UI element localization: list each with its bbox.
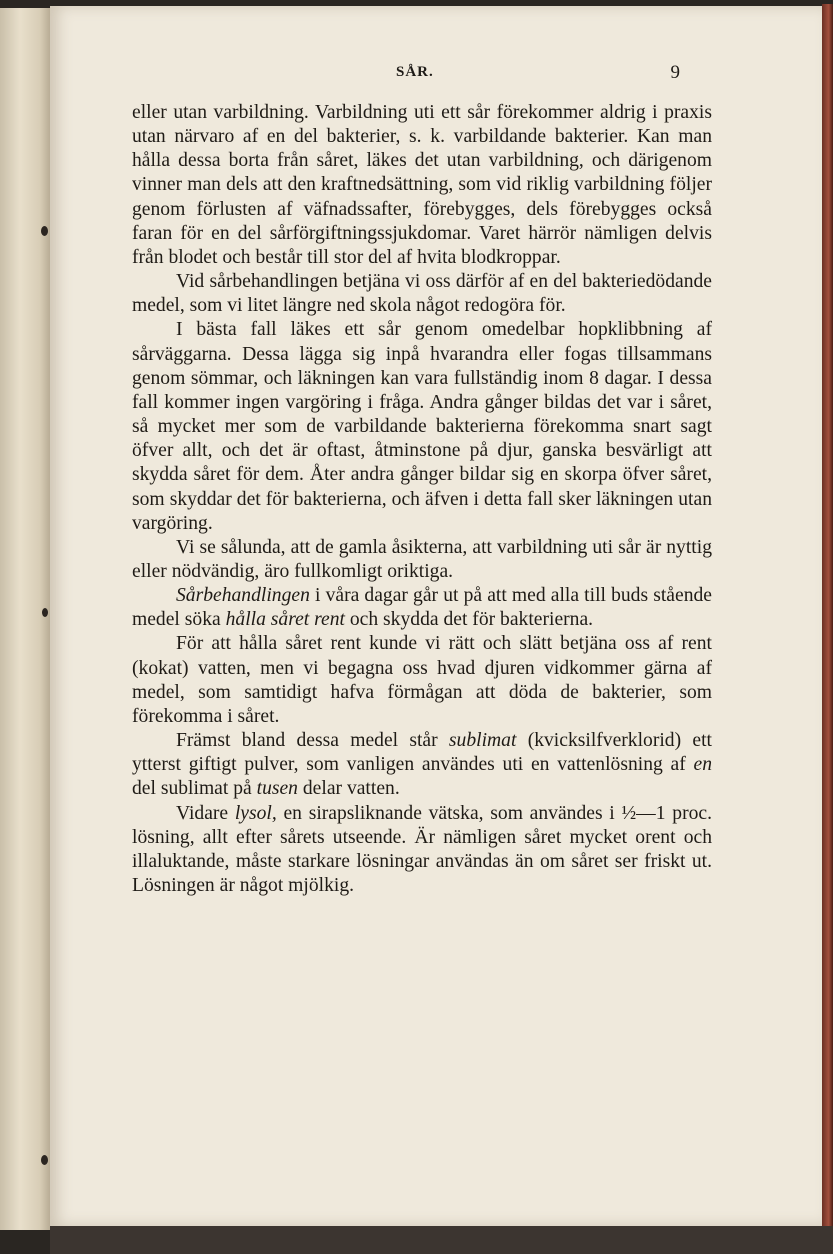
emphasis: Sårbehandlingen (176, 585, 310, 607)
paragraph: Vi se sålunda, att de gamla åsikterna, att varbildning uti sår är nyttig eller nödvändig, äro fullkomligt oriktiga. (132, 536, 712, 582)
paragraph (132, 584, 712, 632)
emphasis: en (693, 754, 712, 776)
paragraph: Vid sårbehandlingen betjäna vi oss därför af en del bakteriedödande medel, som vi litet längre ned skola något redogöra för. (132, 271, 712, 317)
text-run: del sublimat på (132, 778, 257, 800)
text-run: (kvicksilfverklorid) ett ytterst giftigt pulver, som vanligen användes uti en vattenlösning af (132, 730, 712, 776)
binding-dot (41, 226, 48, 236)
text-run: i våra dagar går ut på att med alla till buds stående medel söka (132, 585, 712, 631)
text-run: delar vatten. (297, 778, 400, 800)
text-run: Främst bland dessa medel står (176, 730, 449, 752)
page-header (50, 62, 822, 86)
paragraph (132, 729, 712, 801)
page-number: 9 (670, 62, 680, 83)
paragraph: För att hålla såret rent kunde vi rätt och slätt betjäna oss af rent (kokat) vatten, men vi begagna oss hvad djuren vidkommer gärna af medel, som samtidigt hafva förmågan att döda de bakterier, som förekomma i såret. (132, 633, 712, 727)
text-run: en sirapsliknande vätska, som användes i ½—1 proc. lösning, allt efter sårets utseende. Är nämligen såret mycket orent och illaluktande, måste starkare lösningar användas än om såret ser friskt ut. Lösningen är något mjölkig. (132, 802, 713, 896)
emphasis: lysol, (234, 802, 277, 824)
page-body (132, 101, 712, 898)
binding-dot (42, 608, 48, 617)
paragraph: I bästa fall läkes ett sår genom omedelbar hopklibbning af sårväggarna. Dessa lägga sig inpå hvarandra eller fogas tillsammans genom sömmar, och läkningen kan vara fullständig inom 8 dagar. I dessa fall kommer ingen vargöring i fråga. Andra gånger bildas det var i såret, så mycket mer som de varbildande bakterierna förekomma snart sagt öfver allt, och det är oftast, åtminstone på djur, ganska besvärligt att skydda såret för dem. Åter andra gånger bildar sig en skorpa öfver såret, som skyddar det för bakterierna, och äfven i detta fall sker läkningen utan vargöring. (132, 319, 712, 534)
book-page (50, 6, 822, 1226)
emphasis: sublimat (448, 730, 517, 752)
paragraph (132, 802, 712, 899)
emphasis: hålla såret rent (225, 609, 345, 631)
running-head: SÅR. (396, 64, 434, 80)
paragraph: eller utan varbildning. Varbildning uti ett sår förekommer aldrig i praxis utan närvaro af en del bakterier, s. k. varbildande bakterier. Kan man hålla dessa borta från såret, läkes det utan varbildning, och därigenom vinner man dels att den kraftnedsättning, som vid riklig varbildning följer genom förlusten af väfnadssafter, förebygges, dels förebygges också faran för en del sårförgiftningssjukdomar. Varet härrör nämligen delvis från blodet och består till stor del af hvita blodkroppar. (132, 102, 712, 268)
binding-dot (41, 1155, 48, 1165)
text-run: och skydda det för bakterierna. (344, 609, 594, 631)
emphasis: tusen (256, 778, 298, 800)
book-spine (0, 8, 52, 1230)
text-run: Vidare (176, 802, 235, 824)
table-surface (50, 1226, 833, 1254)
page-edge (822, 4, 833, 1236)
